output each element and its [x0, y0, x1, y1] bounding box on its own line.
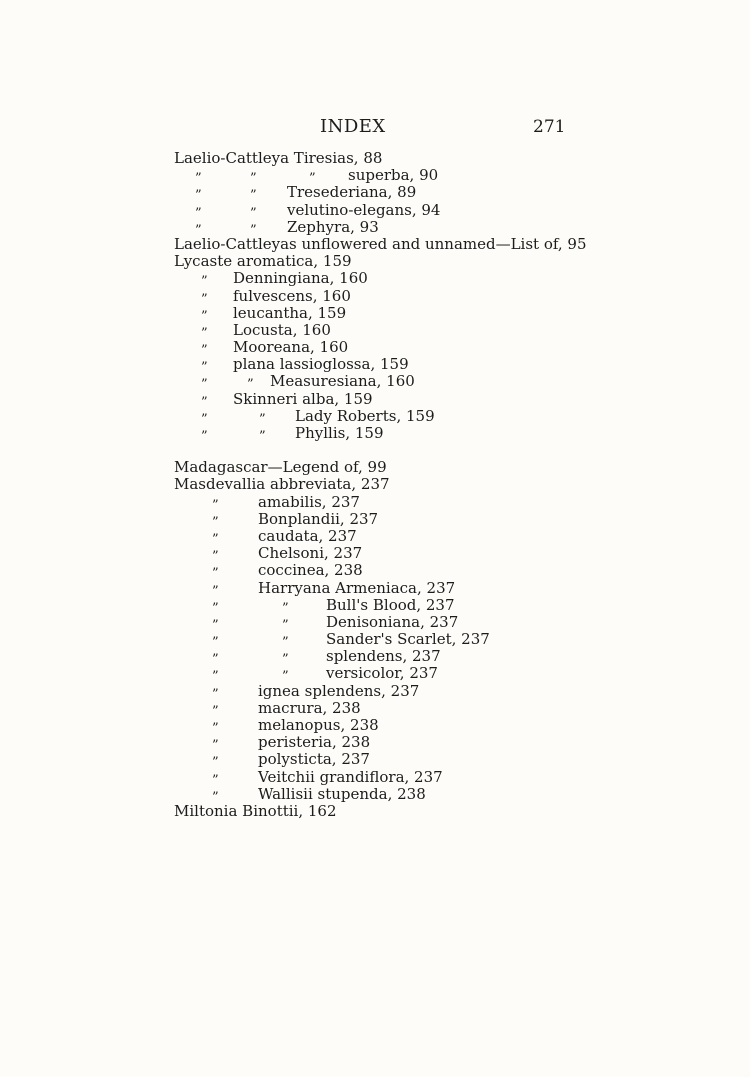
- index-entry-text: Skinneri alba, 159: [233, 389, 373, 408]
- index-entry-text: Denisoniana, 237: [326, 612, 459, 631]
- index-entry: [0, 664, 750, 685]
- index-entry: [0, 769, 750, 786]
- ditto-mark: ”: [201, 274, 208, 290]
- ditto-mark: ”: [195, 171, 202, 187]
- index-entry-text: splendens, 237: [326, 647, 441, 666]
- index-entry: [0, 150, 750, 167]
- index-entry-text: amabilis, 237: [258, 492, 360, 511]
- ditto-mark: ”: [250, 171, 257, 187]
- index-entry: [0, 647, 750, 668]
- ditto-mark: ”: [212, 617, 219, 633]
- ditto-mark: ”: [201, 360, 208, 376]
- index-entry-text: Phyllis, 159: [295, 424, 384, 442]
- index-entry-text: velutino-elegans, 94: [287, 200, 441, 219]
- ditto-mark: ”: [212, 703, 219, 719]
- ditto-mark: ”: [212, 652, 219, 668]
- index-entry: [0, 733, 750, 754]
- ditto-mark: ”: [259, 429, 266, 444]
- index-entry: [0, 494, 750, 511]
- ditto-mark: ”: [212, 789, 219, 805]
- index-entry: [0, 511, 750, 528]
- ditto-mark: ”: [212, 549, 219, 565]
- index-list: [0, 150, 750, 820]
- index-entry: [0, 355, 750, 376]
- ditto-mark: ”: [282, 652, 289, 668]
- index-entry-text: Masdevallia abbreviata, 237: [174, 475, 390, 494]
- index-entry-text: Zephyra, 93: [287, 217, 379, 236]
- ditto-mark: ”: [250, 205, 257, 221]
- index-entry: [0, 219, 750, 236]
- index-entry: [0, 425, 750, 442]
- index-entry-text: macrura, 238: [258, 698, 361, 717]
- ditto-mark: ”: [212, 583, 219, 599]
- index-entry-text: Veitchii grandiflora, 237: [258, 767, 443, 786]
- index-entry-text: Madagascar—Legend of, 99: [174, 458, 387, 477]
- index-entry-text: Wallisii stupenda, 238: [258, 784, 426, 803]
- ditto-mark: ”: [259, 411, 266, 427]
- index-entry-text: leucantha, 159: [233, 303, 347, 322]
- ditto-mark: ”: [212, 686, 219, 702]
- index-entry-text: fulvescens, 160: [233, 286, 351, 305]
- index-entry-text: Laelio-Cattleyas unflowered and unnamed—List of, 95: [174, 234, 587, 253]
- ditto-mark: ”: [201, 308, 208, 324]
- index-entry: [0, 459, 750, 476]
- ditto-mark: ”: [250, 222, 257, 238]
- ditto-mark: ”: [282, 669, 289, 685]
- ditto-mark: ”: [195, 222, 202, 238]
- index-entry: [0, 338, 750, 359]
- index-entry-text: Miltonia Binottii, 162: [174, 801, 337, 820]
- index-entry: [0, 614, 750, 631]
- index-entry-text: Lycaste aromatica, 159: [174, 252, 352, 271]
- page-title: INDEX: [320, 116, 386, 137]
- ditto-mark: ”: [212, 497, 219, 513]
- index-entry: [0, 391, 750, 408]
- ditto-mark: ”: [201, 394, 208, 410]
- index-entry-text: Laelio-Cattleya Tiresias, 88: [174, 149, 383, 167]
- index-entry-text: plana lassioglossa, 159: [233, 355, 409, 374]
- index-entry: [0, 408, 750, 425]
- ditto-mark: ”: [212, 669, 219, 685]
- index-entry: [0, 544, 750, 565]
- index-entry: [0, 786, 750, 803]
- index-entry: [0, 166, 750, 187]
- index-entry: [0, 253, 750, 270]
- ditto-mark: ”: [212, 566, 219, 582]
- index-entry-text: Denningiana, 160: [233, 269, 368, 288]
- index-entry-text: Lady Roberts, 159: [295, 406, 435, 425]
- ditto-mark: ”: [282, 635, 289, 651]
- index-entry: [0, 202, 750, 219]
- ditto-mark: ”: [201, 325, 208, 341]
- ditto-mark: ”: [212, 772, 219, 788]
- index-entry: [0, 561, 750, 582]
- ditto-mark: ”: [195, 188, 202, 204]
- index-entry-text: superba, 90: [348, 166, 439, 185]
- ditto-mark: ”: [212, 531, 219, 547]
- ditto-mark: ”: [250, 188, 257, 204]
- index-entry-text: coccinea, 238: [258, 561, 363, 580]
- index-entry: [0, 683, 750, 700]
- index-entry-text: Bull's Blood, 237: [326, 595, 455, 614]
- index-entry: [0, 597, 750, 614]
- index-entry: [0, 717, 750, 734]
- index-entry: [0, 476, 750, 493]
- index-entry-text: caudata, 237: [258, 526, 357, 545]
- ditto-mark: ”: [212, 514, 219, 530]
- ditto-mark: ”: [201, 291, 208, 307]
- index-entry-text: Locusta, 160: [233, 320, 331, 339]
- ditto-mark: ”: [309, 171, 316, 187]
- ditto-mark: ”: [212, 755, 219, 771]
- index-entry: [0, 803, 750, 820]
- ditto-mark: ”: [195, 205, 202, 221]
- index-entry-text: versicolor, 237: [326, 664, 438, 683]
- index-entry-text: peristeria, 238: [258, 733, 371, 752]
- index-entry: [0, 288, 750, 305]
- index-entry-text: polysticta, 237: [258, 750, 370, 769]
- index-entry: [0, 322, 750, 339]
- index-entry-text: Bonplandii, 237: [258, 509, 379, 528]
- index-entry-text: Chelsoni, 237: [258, 544, 363, 563]
- index-entry: [0, 630, 750, 651]
- index-entry: [0, 580, 750, 597]
- index-entry-text: Mooreana, 160: [233, 338, 349, 357]
- index-entry-text: Harryana Armeniaca, 237: [258, 578, 456, 597]
- section-gap: [0, 442, 750, 459]
- ditto-mark: ”: [212, 600, 219, 616]
- index-entry: [0, 700, 750, 717]
- ditto-mark: ”: [282, 617, 289, 633]
- ditto-mark: ”: [201, 343, 208, 359]
- index-entry-text: Tresederiana, 89: [287, 183, 417, 202]
- index-entry: [0, 305, 750, 322]
- index-entry: [0, 750, 750, 771]
- ditto-mark: ”: [212, 738, 219, 754]
- ditto-mark: ”: [201, 429, 208, 444]
- index-entry-text: ignea splendens, 237: [258, 681, 420, 700]
- index-entry: [0, 236, 750, 253]
- ditto-mark: ”: [212, 635, 219, 651]
- index-entry: [0, 269, 750, 290]
- index-entry-text: Sander's Scarlet, 237: [326, 630, 490, 649]
- ditto-mark: ”: [212, 721, 219, 736]
- ditto-mark: ”: [201, 411, 208, 427]
- ditto-mark: ”: [247, 377, 254, 393]
- index-entry: [0, 372, 750, 393]
- index-entry-text: Measuresiana, 160: [270, 372, 415, 391]
- ditto-mark: ”: [282, 600, 289, 616]
- ditto-mark: ”: [201, 377, 208, 393]
- index-entry: [0, 183, 750, 204]
- index-entry-text: melanopus, 238: [258, 716, 379, 734]
- page-number: 271: [533, 117, 566, 137]
- index-entry: [0, 528, 750, 545]
